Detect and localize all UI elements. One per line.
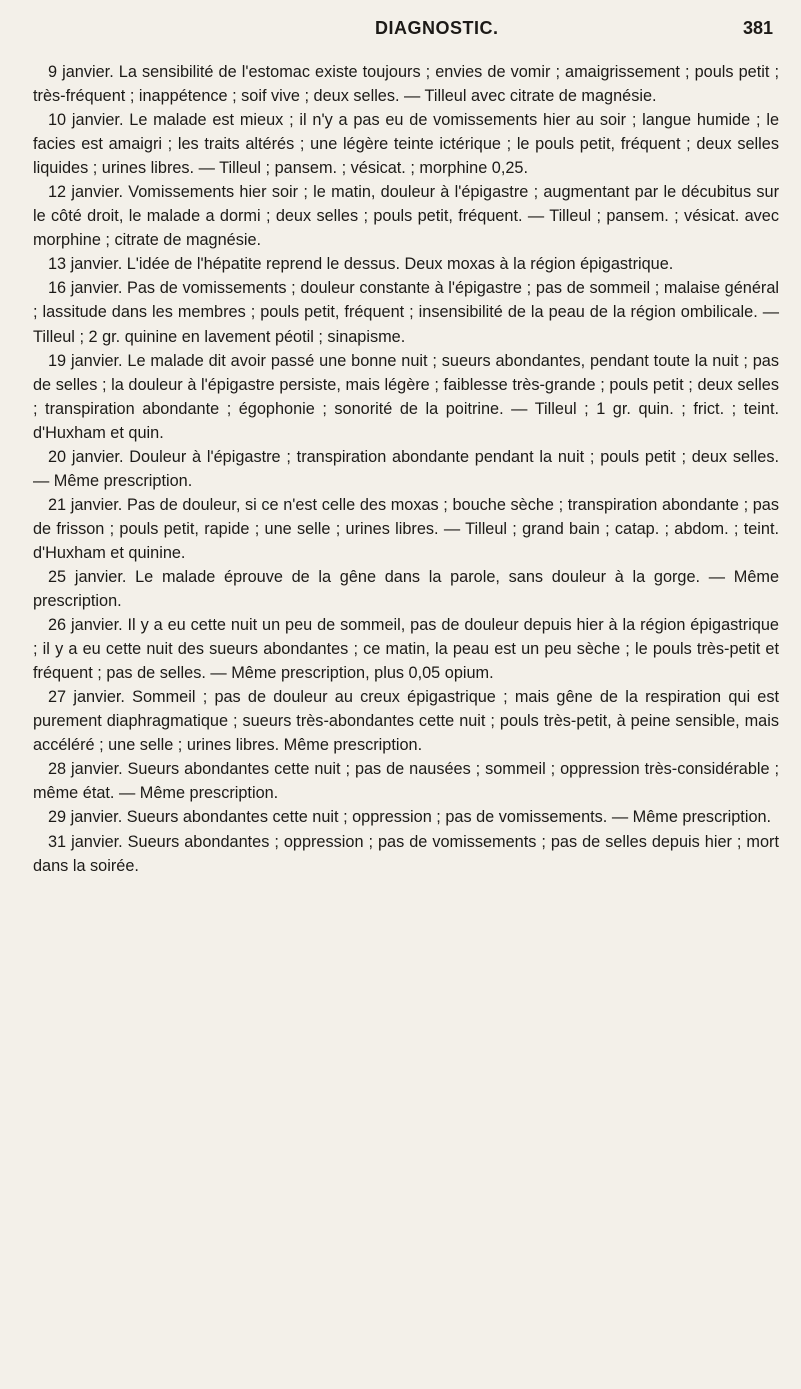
entry-12-janvier: 12 janvier. Vomissements hier soir ; le matin, douleur à l'épigastre ; augmentant par le décubitus sur le côté droit, le malade a dormi ; deux selles ; pouls petit, fréquent. — Tilleul ; pansem. ; vésicat. avec morphine ; citrate de magnésie. [33, 183, 779, 250]
entry-10-janvier: 10 janvier. Le malade est mieux ; il n'y a pas eu de vomissements hier au soir ; langue humide ; le facies est amaigri ; les traits altérés ; une légère teinte ictérique ; le pouls petit, fréquent ; deux selles liquides ; urines libres. — Tilleul ; pansem. ; vésicat. ; morphine 0,25. [33, 111, 779, 178]
entry-21-janvier: 21 janvier. Pas de douleur, si ce n'est celle des moxas ; bouche sèche ; transpiration abondante ; pas de frisson ; pouls petit, rapide ; une selle ; urines libres. — Tilleul ; grand bain ; catap. ; abdom. ; teint. d'Huxham et quinine. [33, 495, 779, 562]
case-notes [33, 60, 779, 878]
entry-31-janvier: 31 janvier. Sueurs abondantes ; oppression ; pas de vomissements ; pas de selles depuis hier ; mort dans la soirée. [33, 832, 779, 875]
entry-20-janvier: 20 janvier. Douleur à l'épigastre ; transpiration abondante pendant la nuit ; pouls petit ; deux selles. — Même prescription. [33, 447, 779, 490]
running-title: DIAGNOSTIC. [375, 18, 499, 38]
page-number: 381 [743, 18, 774, 38]
entry-29-janvier: 29 janvier. Sueurs abondantes cette nuit ; oppression ; pas de vomissements. — Même prescription. [48, 808, 772, 827]
entry-19-janvier: 19 janvier. Le malade dit avoir passé une bonne nuit ; sueurs abondantes, pendant toute la nuit ; pas de selles ; la douleur à l'épigastre persiste, mais légère ; faiblesse très-grande ; pouls petit ; deux selles ; transpiration abondante ; égophonie ; sonorité de la poitrine. — Tilleul ; 1 gr. quin. ; frict. ; teint. d'Huxham et quin. [33, 351, 779, 442]
page-header [0, 8, 801, 48]
entry-25-janvier: 25 janvier. Le malade éprouve de la gêne dans la parole, sans douleur à la gorge. — Même prescription. [33, 567, 779, 611]
entry-28-janvier: 28 janvier. Sueurs abondantes cette nuit ; pas de nausées ; sommeil ; oppression très-considérable ; même état. — Même prescription. [33, 760, 779, 803]
entry-27-janvier: 27 janvier. Sommeil ; pas de douleur au creux épigastrique ; mais gêne de la respiration qui est purement diaphragmatique ; sueurs très-abondantes cette nuit ; pouls très-petit, à peine sensible, mais accéléré ; une selle ; urines libres. Même prescription. [33, 688, 779, 755]
entry-9-janvier: 9 janvier. La sensibilité de l'estomac existe toujours ; envies de vomir ; amaigrissement ; pouls petit ; très-fréquent ; inappétence ; soif vive ; deux selles. — Tilleul avec citrate de magnésie. [33, 63, 779, 106]
entry-16-janvier: 16 janvier. Pas de vomissements ; douleur constante à l'épigastre ; pas de sommeil ; malaise général ; lassitude dans les membres ; pouls petit, fréquent ; insensibilité de la peau de la région ombilicale. — Tilleul ; 2 gr. quinine en lavement péotil ; sinapisme. [33, 279, 779, 346]
entry-26-janvier: 26 janvier. Il y a eu cette nuit un peu de sommeil, pas de douleur depuis hier à la région épigastrique ; il y a eu cette nuit des sueurs abondantes ; ce matin, la peau est un peu sèche ; le pouls très-petit et fréquent ; pas de selles. — Même prescription, plus 0,05 opium. [33, 616, 779, 683]
entry-13-janvier: 13 janvier. L'idée de l'hépatite reprend le dessus. Deux moxas à la région épigastrique. [48, 255, 674, 274]
